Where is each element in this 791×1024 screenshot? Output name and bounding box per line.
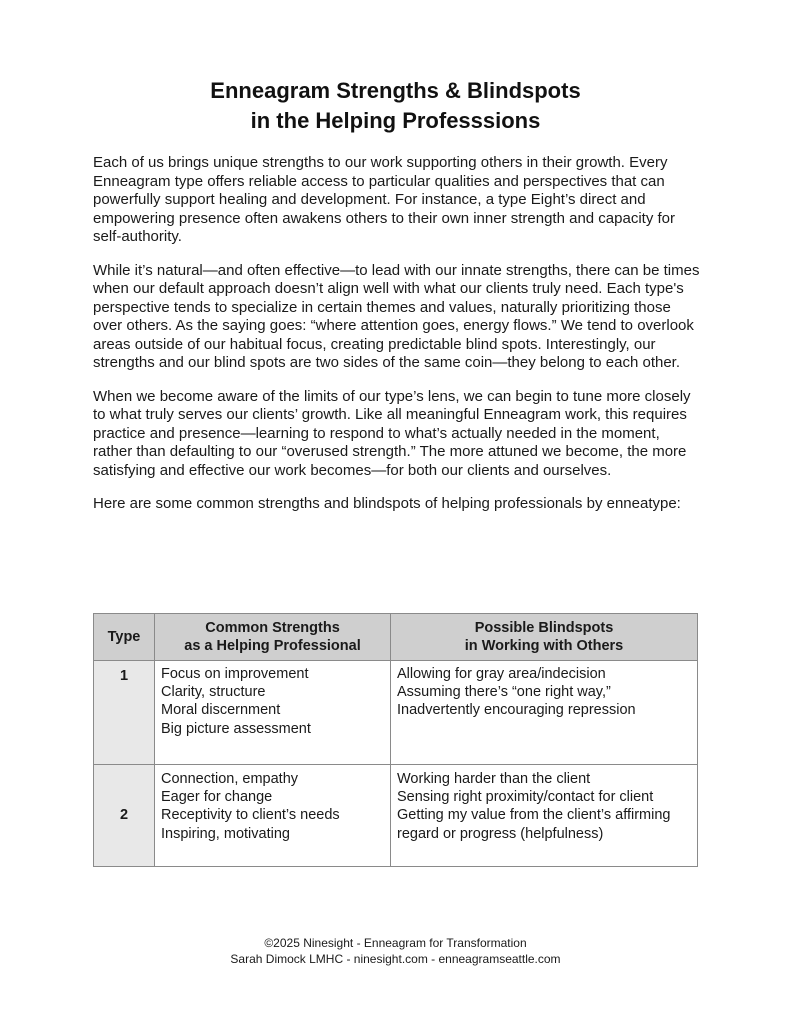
- page-footer: [0, 935, 791, 967]
- type-cell: 2: [94, 765, 155, 867]
- type-cell: 1: [94, 661, 155, 765]
- blindspot-item: Getting my value from the client’s affirming: [397, 807, 671, 824]
- header-type: Type: [94, 614, 155, 661]
- title-line-1: Enneagram Strengths & Blindspots: [210, 78, 581, 103]
- blindspots-cell: [391, 765, 698, 867]
- header-blindspots-line-2: in Working with Others: [464, 638, 624, 654]
- body-text: [93, 154, 703, 529]
- header-blindspots-line-1: Possible Blindspots: [474, 619, 614, 636]
- paragraph-awareness: When we become aware of the limits of our type’s lens, we can begin to tune more closely to what truly serves our clients’ growth. Like all meaningful Enneagram work, this requires practice and presence—learning to respond to what’s actually needed in the moment, rather than defaulting to our “overused strength.” The more attuned we become, the more satisfying and effective our work becomes—for both our clients and ourselves.: [93, 387, 691, 479]
- page-title: [0, 76, 791, 136]
- blindspot-item: Working harder than the client: [397, 771, 591, 787]
- blindspot-item: Sensing right proximity/contact for client: [397, 789, 654, 806]
- header-strengths: [155, 614, 391, 661]
- strengths-cell: [155, 661, 391, 765]
- table-header-row: [94, 614, 698, 661]
- strength-item: Eager for change: [161, 789, 273, 806]
- footer-copyright: ©2025 Ninesight - Enneagram for Transformation: [264, 936, 527, 950]
- header-strengths-line-1: Common Strengths: [205, 619, 340, 636]
- blindspot-item: Allowing for gray area/indecision: [397, 666, 606, 682]
- blindspot-item: regard or progress (helpfulness): [397, 825, 604, 842]
- strength-item: Connection, empathy: [161, 771, 299, 787]
- blindspots-cell: [391, 661, 698, 765]
- paragraph-blindspots: While it’s natural—and often effective—to lead with our innate strengths, there can be times when our default approach doesn’t align well with what our clients truly need. Each type's perspective tends to specialize in certain themes and values, naturally prioritizing those over others. As the saying goes: “where attention goes, energy flows.” We tend to overlook areas outside of our habitual focus, creating predictable blind spots. Interestingly, our strengths and our blind spots are two sides of the same coin—they belong to each other.: [93, 261, 700, 371]
- footer-contact: Sarah Dimock LMHC - ninesight.com - enneagramseattle.com: [230, 952, 561, 966]
- strength-item: Big picture assessment: [161, 720, 311, 737]
- header-strengths-line-2: as a Helping Professional: [184, 638, 361, 654]
- blindspot-item: Assuming there’s “one right way,”: [397, 684, 611, 701]
- strengths-cell: [155, 765, 391, 867]
- strength-item: Inspiring, motivating: [161, 825, 290, 842]
- title-line-2: in the Helping Professsions: [250, 108, 541, 133]
- strength-item: Focus on improvement: [161, 666, 309, 682]
- blindspot-item: Inadvertently encouraging repression: [397, 702, 636, 719]
- strength-item: Clarity, structure: [161, 684, 266, 701]
- table-row: [94, 765, 698, 867]
- paragraph-table-intro: Here are some common strengths and blindspots of helping professionals by enneatype:: [93, 495, 681, 512]
- paragraph-intro: Each of us brings unique strengths to our work supporting others in their growth. Every Enneagram type offers reliable access to particular qualities and perspectives that can powerfully support healing and development. For instance, a type Eight’s direct and empowering presence often awakens others to their own inner strength and capacity for self-authority.: [93, 154, 675, 245]
- strength-item: Moral discernment: [161, 702, 281, 719]
- header-blindspots: [391, 614, 698, 661]
- table-row: [94, 661, 698, 765]
- strengths-blindspots-table: [93, 613, 698, 867]
- strength-item: Receptivity to client’s needs: [161, 807, 340, 824]
